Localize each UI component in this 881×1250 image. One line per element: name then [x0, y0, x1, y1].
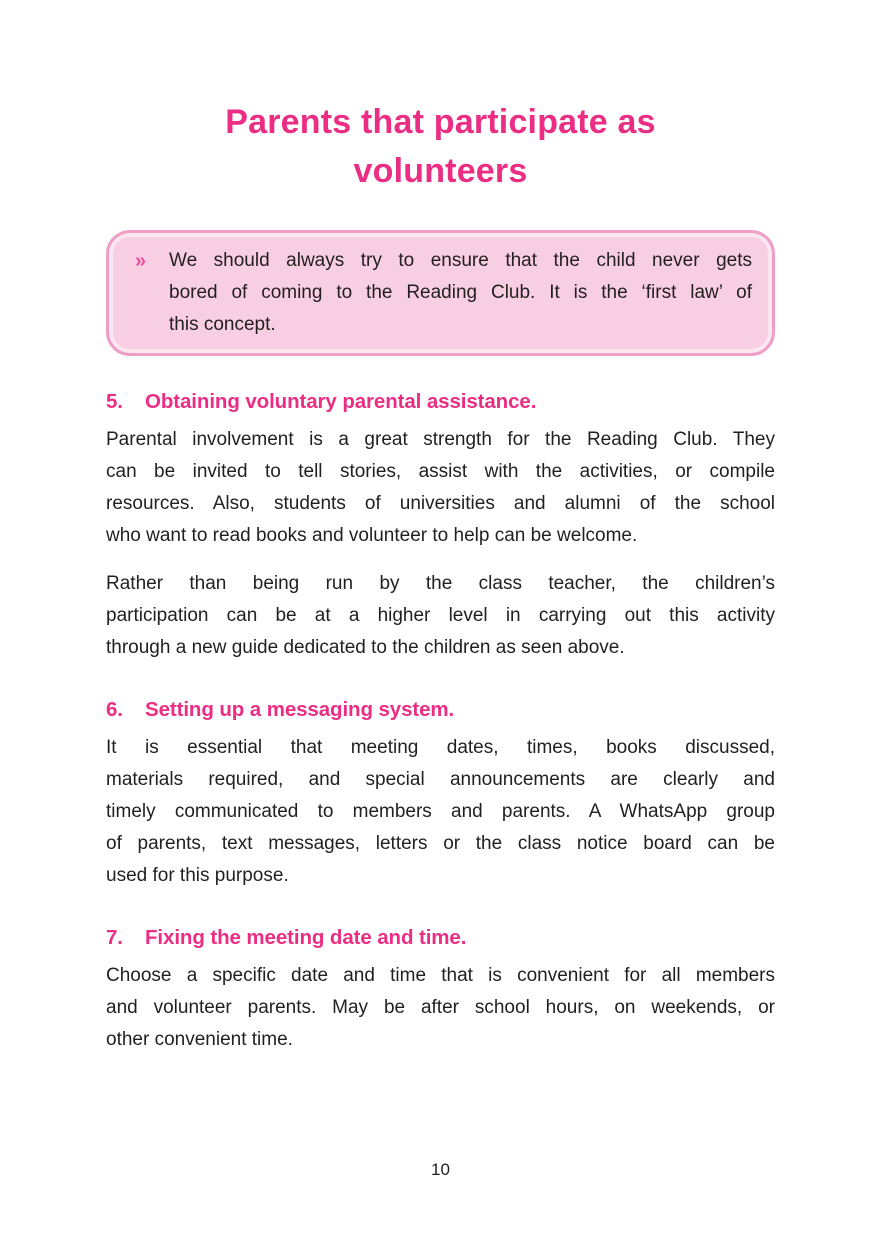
text-line: this concept.	[169, 314, 276, 335]
text-line: It is essential that meeting dates, times, books discussed,	[106, 737, 775, 758]
text-line: participation can be at a higher level in carrying out this activity	[106, 605, 775, 626]
section-6-heading	[106, 698, 775, 722]
text-line: of parents, text messages, letters or the class notice board can be	[106, 833, 775, 854]
page-content	[106, 0, 775, 1056]
section-6-body	[106, 732, 775, 892]
text-line: Rather than being run by the class teacher, the children’s	[106, 573, 775, 594]
section-number: 7.	[106, 926, 123, 949]
text-line: volunteers	[353, 152, 528, 190]
section-6	[106, 698, 775, 892]
text-line: Choose a specific date and time that is convenient for all members	[106, 965, 775, 986]
section-7	[106, 926, 775, 1056]
section-heading-text: Obtaining voluntary parental assistance.	[145, 390, 537, 413]
text-line: We should always try to ensure that the child never gets	[169, 250, 752, 271]
paragraph	[106, 732, 775, 892]
text-line: who want to read books and volunteer to help can be welcome.	[106, 525, 638, 546]
section-5-heading	[106, 390, 775, 414]
section-5	[106, 390, 775, 664]
text-line: resources. Also, students of universities and alumni of the school	[106, 493, 775, 514]
paragraph	[106, 424, 775, 552]
section-heading-text: Fixing the meeting date and time.	[145, 926, 467, 949]
callout-bullet-marker: »	[135, 250, 147, 272]
text-line: can be invited to tell stories, assist with the activities, or compile	[106, 461, 775, 482]
callout-text	[169, 245, 752, 341]
section-5-body	[106, 424, 775, 664]
section-7-body	[106, 960, 775, 1056]
section-number: 5.	[106, 390, 123, 413]
text-line: used for this purpose.	[106, 865, 289, 886]
page-title	[106, 98, 775, 196]
paragraph	[106, 960, 775, 1056]
page-number: 10	[431, 1160, 450, 1179]
text-line: timely communicated to members and parents. A WhatsApp group	[106, 801, 775, 822]
text-line: and volunteer parents. May be after school hours, on weekends, or	[106, 997, 775, 1018]
section-number: 6.	[106, 698, 123, 721]
section-heading-text: Setting up a messaging system.	[145, 698, 455, 721]
text-line: through a new guide dedicated to the children as seen above.	[106, 637, 625, 658]
text-line: Parents that participate as	[225, 103, 656, 141]
text-line: materials required, and special announcements are clearly and	[106, 769, 775, 790]
callout-box	[106, 230, 775, 356]
text-line: Parental involvement is a great strength for the Reading Club. They	[106, 429, 775, 450]
text-line: other convenient time.	[106, 1029, 293, 1050]
text-line: bored of coming to the Reading Club. It is the ‘first law’ of	[169, 282, 752, 303]
section-7-heading	[106, 926, 775, 950]
paragraph	[106, 568, 775, 664]
